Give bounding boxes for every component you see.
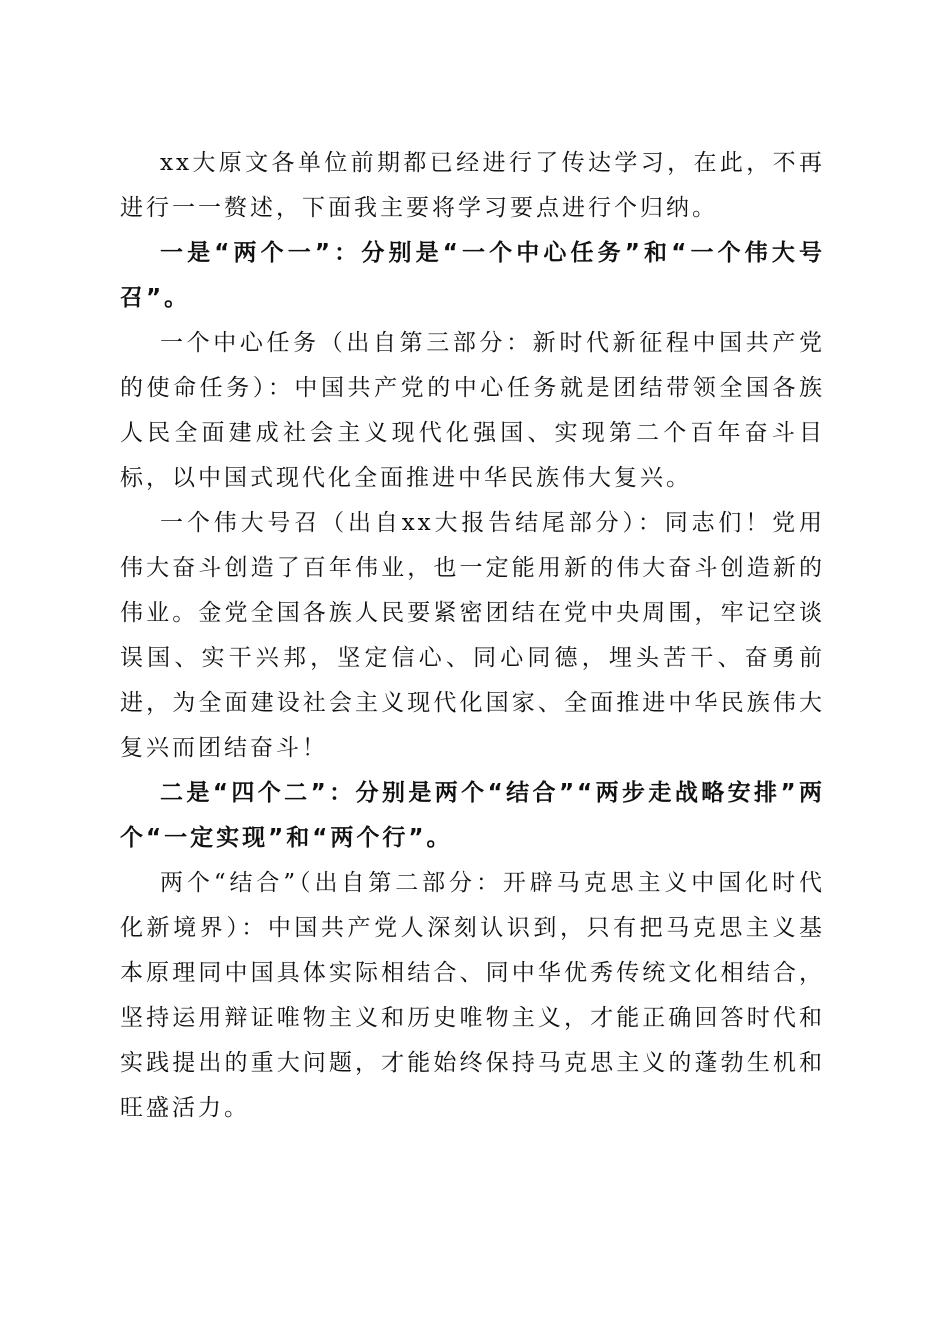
paragraph-intro: xx大原文各单位前期都已经进行了传达学习，在此，不再进行一一赘述，下面我主要将学习要点进行个归纳。 — [120, 150, 825, 221]
paragraph-great-call: 一个伟大号召（出自xx大报告结尾部分）：同志们！党用伟大奋斗创造了百年伟业，也一定能用新的伟大奋斗创造新的伟业。金党全国各族人民要紧密团结在党中央周围，牢记空谈误国、实干兴邦，坚定信心、同心同德，埋头苦干、奋勇前进，为全面建设社会主义现代化国家、全面推进中华民族伟大复兴而团结奋斗！ — [120, 510, 825, 761]
paragraph-central-task: 一个中心任务（出自第三部分：新时代新征程中国共产党的使命任务）：中国共产党的中心任务就是团结带领全国各族人民全面建成社会主义现代化强国、实现第二个百年奋斗目标，以中国式现代化全面推进中华民族伟大复兴。 — [120, 330, 825, 491]
document-body — [120, 141, 825, 1131]
paragraph-two-combinations: 两个“结合”（出自第二部分：开辟马克思主义中国化时代化新境界）：中国共产党人深刻认识到，只有把马克思主义基本原理同中国具体实际相结合、同中华优秀传统文化相结合，坚持运用辩证唯物主义和历史唯物主义，才能正确回答时代和实践提出的重大问题，才能始终保持马克思主义的蓬勃生机和旺盛活力。 — [120, 870, 825, 1121]
heading-two-ones: 一是“两个一”：分别是“一个中心任务”和“一个伟大号召”。 — [120, 240, 825, 311]
heading-four-twos: 二是“四个二”：分别是两个“结合”“两步走战略安排”两个“一定实现”和“两个行”。 — [120, 780, 825, 851]
